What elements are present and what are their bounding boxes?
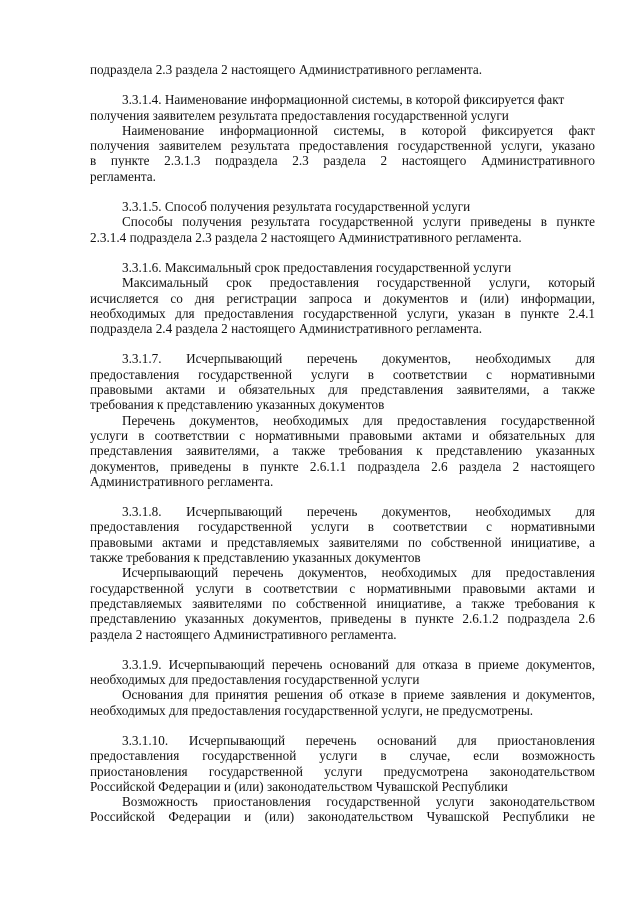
text-line: правовыми актами и обязательных для представления заявителями, а также — [90, 382, 595, 398]
text-line: правовыми актами и представляемых заявителями по собственной инициативе, а — [90, 534, 595, 550]
text-line: необходимых для предоставления государственной услуги — [90, 672, 420, 688]
text-line: необходимых для предоставления государственной услуги, не предусмотрены. — [90, 702, 534, 718]
text-line: Максимальный срок предоставления государственной услуги, который — [122, 275, 595, 291]
section-3-3-1-10 — [90, 733, 595, 825]
text-line: Административного регламента. — [90, 473, 274, 489]
document-page — [90, 62, 595, 840]
text-line: Способы получения результата государственной услуги приведены в пункте — [122, 214, 595, 230]
text-line: Наименование информационной системы, в которой фиксируется факт — [122, 122, 595, 138]
section-heading: 3.3.1.7. Исчерпывающий перечень документов, необходимых для — [122, 351, 595, 367]
text-line: подраздела 2.4 раздела 2 настоящего Административного регламента. — [90, 321, 483, 337]
text-line: Перечень документов, необходимых для предоставления государственной — [122, 412, 595, 428]
section-3-3-1-5 — [90, 199, 595, 245]
section-3-3-1-4 — [90, 92, 595, 184]
text-line: регламента. — [90, 168, 156, 184]
section-heading: 3.3.1.10. Исчерпывающий перечень оснований для приостановления — [122, 732, 595, 748]
text-line: государственной услуги в соответствии с нормативными правовыми актами и — [90, 580, 595, 596]
text-line: документов, приведены в пункте 2.6.1.1 подраздела 2.6 раздела 2 настоящего — [90, 458, 595, 474]
section-3-3-1-7 — [90, 351, 595, 489]
text-line: 2.3.1.4 подраздела 2.3 раздела 2 настоящего Административного регламента. — [90, 229, 522, 245]
text-line: также требования к представлению указанных документов — [90, 550, 421, 566]
paragraph-continuation — [90, 62, 595, 77]
text-line: предоставления государственной услуги в соответствии с нормативными — [90, 519, 595, 535]
text-line: Возможность приостановления государственной услуги законодательством — [122, 794, 595, 810]
text-line: получения заявителем результата предоставления государственной услуги, указано — [90, 138, 595, 154]
text-line: услуги в соответствии с нормативными правовыми актами и обязательных для — [90, 427, 595, 443]
section-heading: 3.3.1.9. Исчерпывающий перечень оснований для отказа в приеме документов, — [122, 656, 595, 672]
text-line: исчисляется со дня регистрации запроса и документов и (или) информации, — [90, 290, 595, 306]
text-line: требования к представлению указанных документов — [90, 397, 385, 413]
section-3-3-1-9 — [90, 657, 595, 718]
section-heading: 3.3.1.8. Исчерпывающий перечень документов, необходимых для — [122, 504, 595, 520]
section-3-3-1-8 — [90, 504, 595, 642]
text-line: Российской Федерации и (или) законодательством Чувашской Республики не — [90, 809, 595, 825]
text-line: необходимых для предоставления государственной услуги, указан в пункте 2.4.1 — [90, 305, 595, 321]
section-3-3-1-6 — [90, 260, 595, 336]
section-heading: 3.3.1.6. Максимальный срок предоставления государственной услуги — [122, 259, 512, 275]
text-line: подраздела 2.3 раздела 2 настоящего Административного регламента. — [90, 62, 483, 77]
text-line: Основания для принятия решения об отказе в приеме заявления и документов, — [122, 687, 595, 703]
text-line: предоставления государственной услуги в случае, если возможность — [90, 748, 595, 764]
text-line: представления заявителями, а также требования к представлению указанных — [90, 443, 595, 459]
section-heading: 3.3.1.5. Способ получения результата государственной услуги — [122, 199, 471, 215]
text-line: представляемых заявителями по собственной инициативе, а также требования к — [90, 595, 595, 611]
text-line: Российской Федерации и (или) законодательством Чувашской Республики — [90, 778, 508, 794]
text-line: предоставления государственной услуги в соответствии с нормативными — [90, 366, 595, 382]
text-line: в пункте 2.3.1.3 подраздела 2.3 раздела 2 настоящего Административного — [90, 153, 595, 169]
text-line: раздела 2 настоящего Административного регламента. — [90, 626, 397, 642]
text-line: представлению указанных документов, приведены в пункте 2.6.1.2 подраздела 2.6 — [90, 611, 595, 627]
text-line: приостановления государственной услуги предусмотрена законодательством — [90, 763, 595, 779]
section-heading: 3.3.1.4. Наименование информационной системы, в которой фиксируется факт — [122, 92, 565, 108]
text-line: получения заявителем результата предоставления государственной услуги — [90, 107, 509, 123]
text-line: Исчерпывающий перечень документов, необходимых для предоставления — [122, 565, 595, 581]
